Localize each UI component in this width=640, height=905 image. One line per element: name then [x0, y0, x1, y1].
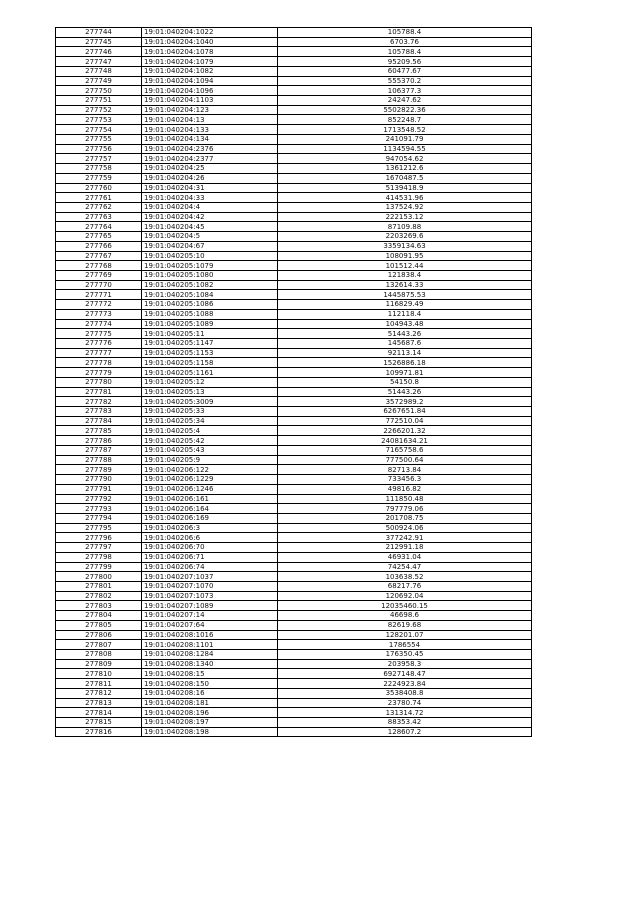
table-row: [56, 698, 532, 708]
value-cell: 555370.2: [278, 76, 532, 86]
cadastral-number-cell: 19:01:040205:1147: [142, 339, 278, 349]
value-cell: 145687.6: [278, 339, 532, 349]
cadastral-number-cell: 19:01:040204:1094: [142, 76, 278, 86]
cadastral-number-cell: 19:01:040206:169: [142, 513, 278, 523]
row-number-cell: 277780: [56, 377, 142, 387]
cadastral-number-cell: 19:01:040205:1161: [142, 368, 278, 378]
row-number-cell: 277781: [56, 387, 142, 397]
row-number-cell: 277783: [56, 407, 142, 417]
row-number-cell: 277758: [56, 164, 142, 174]
table-row: [56, 426, 532, 436]
value-cell: 6703.76: [278, 37, 532, 47]
cadastral-number-cell: 19:01:040205:11: [142, 329, 278, 339]
row-number-cell: 277775: [56, 329, 142, 339]
cadastral-number-cell: 19:01:040204:123: [142, 105, 278, 115]
table-row: [56, 581, 532, 591]
table-row: [56, 134, 532, 144]
row-number-cell: 277770: [56, 280, 142, 290]
value-cell: 377242.91: [278, 533, 532, 543]
cadastral-number-cell: 19:01:040204:2377: [142, 154, 278, 164]
value-cell: 46931.04: [278, 552, 532, 562]
row-number-cell: 277796: [56, 533, 142, 543]
table-row: [56, 115, 532, 125]
value-cell: 82619.68: [278, 620, 532, 630]
value-cell: 6267651.84: [278, 407, 532, 417]
value-cell: 137524.92: [278, 202, 532, 212]
value-cell: 51443.26: [278, 329, 532, 339]
table-row: [56, 708, 532, 718]
cadastral-number-cell: 19:01:040207:14: [142, 611, 278, 621]
table-row: [56, 504, 532, 514]
row-number-cell: 277806: [56, 630, 142, 640]
value-cell: 111850.48: [278, 494, 532, 504]
cadastral-number-cell: 19:01:040207:1070: [142, 581, 278, 591]
cadastral-number-cell: 19:01:040205:33: [142, 407, 278, 417]
value-cell: 1361212.6: [278, 164, 532, 174]
table-row: [56, 387, 532, 397]
value-cell: 128607.2: [278, 727, 532, 737]
table-row: [56, 494, 532, 504]
value-cell: 105788.4: [278, 47, 532, 57]
row-number-cell: 277800: [56, 572, 142, 582]
value-cell: 3359134.63: [278, 241, 532, 251]
value-cell: 103638.52: [278, 572, 532, 582]
row-number-cell: 277768: [56, 261, 142, 271]
row-number-cell: 277774: [56, 319, 142, 329]
value-cell: 2224923.84: [278, 679, 532, 689]
table-row: [56, 251, 532, 261]
cadastral-number-cell: 19:01:040205:1080: [142, 270, 278, 280]
row-number-cell: 277788: [56, 455, 142, 465]
row-number-cell: 277778: [56, 358, 142, 368]
cadastral-number-cell: 19:01:040204:1078: [142, 47, 278, 57]
cadastral-number-cell: 19:01:040205:12: [142, 377, 278, 387]
table-row: [56, 241, 532, 251]
cadastral-number-cell: 19:01:040208:181: [142, 698, 278, 708]
row-number-cell: 277750: [56, 86, 142, 96]
table-row: [56, 523, 532, 533]
cadastral-number-cell: 19:01:040205:1153: [142, 348, 278, 358]
row-number-cell: 277805: [56, 620, 142, 630]
table-row: [56, 270, 532, 280]
value-cell: 101512.44: [278, 261, 532, 271]
table-row: [56, 86, 532, 96]
row-number-cell: 277754: [56, 125, 142, 135]
value-cell: 772510.04: [278, 416, 532, 426]
row-number-cell: 277745: [56, 37, 142, 47]
value-cell: 222153.12: [278, 212, 532, 222]
table-row: [56, 212, 532, 222]
cadastral-number-cell: 19:01:040205:13: [142, 387, 278, 397]
row-number-cell: 277787: [56, 445, 142, 455]
value-cell: 5139418.9: [278, 183, 532, 193]
row-number-cell: 277748: [56, 66, 142, 76]
row-number-cell: 277786: [56, 436, 142, 446]
value-cell: 108091.95: [278, 251, 532, 261]
row-number-cell: 277808: [56, 650, 142, 660]
value-cell: 203958.3: [278, 659, 532, 669]
row-number-cell: 277771: [56, 290, 142, 300]
cadastral-number-cell: 19:01:040204:13: [142, 115, 278, 125]
value-cell: 74254.47: [278, 562, 532, 572]
table-row: [56, 319, 532, 329]
value-cell: 46698.6: [278, 611, 532, 621]
value-cell: 2203269.6: [278, 232, 532, 242]
value-cell: 24081634.21: [278, 436, 532, 446]
row-number-cell: 277802: [56, 591, 142, 601]
row-number-cell: 277756: [56, 144, 142, 154]
value-cell: 500924.06: [278, 523, 532, 533]
table-row: [56, 562, 532, 572]
cadastral-number-cell: 19:01:040204:1040: [142, 37, 278, 47]
value-cell: 68217.76: [278, 581, 532, 591]
value-cell: 1134594.55: [278, 144, 532, 154]
table-row: [56, 329, 532, 339]
row-number-cell: 277785: [56, 426, 142, 436]
cadastral-number-cell: 19:01:040206:1246: [142, 484, 278, 494]
table-row: [56, 105, 532, 115]
table-row: [56, 475, 532, 485]
value-cell: 116829.49: [278, 300, 532, 310]
value-cell: 88353.42: [278, 718, 532, 728]
cadastral-number-cell: 19:01:040208:150: [142, 679, 278, 689]
value-cell: 132614.33: [278, 280, 532, 290]
row-number-cell: 277803: [56, 601, 142, 611]
cadastral-number-cell: 19:01:040204:1079: [142, 57, 278, 67]
value-cell: 777500.64: [278, 455, 532, 465]
table-row: [56, 601, 532, 611]
value-cell: 106377.3: [278, 86, 532, 96]
row-number-cell: 277752: [56, 105, 142, 115]
table-row: [56, 718, 532, 728]
table-row: [56, 407, 532, 417]
cadastral-number-cell: 19:01:040207:1037: [142, 572, 278, 582]
cadastral-number-cell: 19:01:040205:42: [142, 436, 278, 446]
table-row: [56, 484, 532, 494]
cadastral-number-cell: 19:01:040204:2376: [142, 144, 278, 154]
table-row: [56, 640, 532, 650]
cadastral-number-cell: 19:01:040208:1101: [142, 640, 278, 650]
row-number-cell: 277812: [56, 688, 142, 698]
value-cell: 54150.8: [278, 377, 532, 387]
cadastral-number-cell: 19:01:040205:9: [142, 455, 278, 465]
table-row: [56, 436, 532, 446]
table-row: [56, 368, 532, 378]
row-number-cell: 277767: [56, 251, 142, 261]
value-cell: 60477.67: [278, 66, 532, 76]
table-row: [56, 679, 532, 689]
value-cell: 92113.14: [278, 348, 532, 358]
row-number-cell: 277773: [56, 309, 142, 319]
row-number-cell: 277772: [56, 300, 142, 310]
value-cell: 797779.06: [278, 504, 532, 514]
value-cell: 176350.45: [278, 650, 532, 660]
table-row: [56, 669, 532, 679]
value-cell: 3538408.8: [278, 688, 532, 698]
table-row: [56, 591, 532, 601]
value-cell: 87109.88: [278, 222, 532, 232]
row-number-cell: 277777: [56, 348, 142, 358]
table-row: [56, 96, 532, 106]
value-cell: 201708.75: [278, 513, 532, 523]
data-table: [55, 27, 532, 737]
table-row: [56, 164, 532, 174]
value-cell: 95209.56: [278, 57, 532, 67]
cadastral-number-cell: 19:01:040206:3: [142, 523, 278, 533]
cadastral-number-cell: 19:01:040205:4: [142, 426, 278, 436]
table-row: [56, 620, 532, 630]
cadastral-number-cell: 19:01:040205:1088: [142, 309, 278, 319]
cadastral-number-cell: 19:01:040206:71: [142, 552, 278, 562]
row-number-cell: 277816: [56, 727, 142, 737]
value-cell: 109971.81: [278, 368, 532, 378]
value-cell: 1445875.53: [278, 290, 532, 300]
table-row: [56, 377, 532, 387]
table-row: [56, 445, 532, 455]
cadastral-number-cell: 19:01:040204:25: [142, 164, 278, 174]
row-number-cell: 277797: [56, 543, 142, 553]
cadastral-number-cell: 19:01:040208:1284: [142, 650, 278, 660]
value-cell: 51443.26: [278, 387, 532, 397]
table-row: [56, 552, 532, 562]
value-cell: 23780.74: [278, 698, 532, 708]
row-number-cell: 277799: [56, 562, 142, 572]
cadastral-number-cell: 19:01:040208:197: [142, 718, 278, 728]
table-row: [56, 261, 532, 271]
value-cell: 131314.72: [278, 708, 532, 718]
table-row: [56, 688, 532, 698]
cadastral-number-cell: 19:01:040205:1079: [142, 261, 278, 271]
cadastral-number-cell: 19:01:040207:1089: [142, 601, 278, 611]
cadastral-number-cell: 19:01:040204:1082: [142, 66, 278, 76]
cadastral-number-cell: 19:01:040204:31: [142, 183, 278, 193]
value-cell: 128201.07: [278, 630, 532, 640]
row-number-cell: 277801: [56, 581, 142, 591]
cadastral-number-cell: 19:01:040208:1016: [142, 630, 278, 640]
row-number-cell: 277793: [56, 504, 142, 514]
value-cell: 1786554: [278, 640, 532, 650]
cadastral-number-cell: 19:01:040204:26: [142, 173, 278, 183]
row-number-cell: 277790: [56, 475, 142, 485]
row-number-cell: 277814: [56, 708, 142, 718]
table-row: [56, 183, 532, 193]
row-number-cell: 277759: [56, 173, 142, 183]
cadastral-number-cell: 19:01:040205:1084: [142, 290, 278, 300]
value-cell: 241091.79: [278, 134, 532, 144]
table-row: [56, 455, 532, 465]
cadastral-number-cell: 19:01:040204:42: [142, 212, 278, 222]
table-row: [56, 57, 532, 67]
table-row: [56, 309, 532, 319]
row-number-cell: 277782: [56, 397, 142, 407]
table-row: [56, 280, 532, 290]
table-row: [56, 650, 532, 660]
table-row: [56, 173, 532, 183]
cadastral-number-cell: 19:01:040204:1096: [142, 86, 278, 96]
value-cell: 2266201.32: [278, 426, 532, 436]
row-number-cell: 277761: [56, 193, 142, 203]
table-row: [56, 543, 532, 553]
row-number-cell: 277813: [56, 698, 142, 708]
cadastral-number-cell: 19:01:040204:133: [142, 125, 278, 135]
cadastral-number-cell: 19:01:040204:33: [142, 193, 278, 203]
cadastral-number-cell: 19:01:040204:67: [142, 241, 278, 251]
cadastral-number-cell: 19:01:040208:15: [142, 669, 278, 679]
cadastral-number-cell: 19:01:040204:1022: [142, 28, 278, 38]
value-cell: 105788.4: [278, 28, 532, 38]
table-row: [56, 222, 532, 232]
table-row: [56, 47, 532, 57]
table-row: [56, 300, 532, 310]
cadastral-number-cell: 19:01:040206:164: [142, 504, 278, 514]
value-cell: 852248.7: [278, 115, 532, 125]
cadastral-number-cell: 19:01:040205:1158: [142, 358, 278, 368]
row-number-cell: 277794: [56, 513, 142, 523]
cadastral-number-cell: 19:01:040208:198: [142, 727, 278, 737]
cadastral-number-cell: 19:01:040205:43: [142, 445, 278, 455]
table-row: [56, 397, 532, 407]
row-number-cell: 277753: [56, 115, 142, 125]
table-row: [56, 37, 532, 47]
table-row: [56, 416, 532, 426]
cadastral-number-cell: 19:01:040205:10: [142, 251, 278, 261]
row-number-cell: 277766: [56, 241, 142, 251]
table-row: [56, 358, 532, 368]
row-number-cell: 277815: [56, 718, 142, 728]
table-row: [56, 533, 532, 543]
value-cell: 12035460.15: [278, 601, 532, 611]
table-row: [56, 290, 532, 300]
row-number-cell: 277784: [56, 416, 142, 426]
table-body: [56, 28, 532, 737]
cadastral-number-cell: 19:01:040205:1089: [142, 319, 278, 329]
row-number-cell: 277765: [56, 232, 142, 242]
cadastral-number-cell: 19:01:040206:74: [142, 562, 278, 572]
value-cell: 6927148.47: [278, 669, 532, 679]
row-number-cell: 277744: [56, 28, 142, 38]
cadastral-number-cell: 19:01:040206:6: [142, 533, 278, 543]
row-number-cell: 277769: [56, 270, 142, 280]
cadastral-number-cell: 19:01:040206:1229: [142, 475, 278, 485]
value-cell: 120692.04: [278, 591, 532, 601]
row-number-cell: 277763: [56, 212, 142, 222]
table-row: [56, 659, 532, 669]
row-number-cell: 277776: [56, 339, 142, 349]
cadastral-number-cell: 19:01:040207:1073: [142, 591, 278, 601]
cadastral-number-cell: 19:01:040205:1082: [142, 280, 278, 290]
cadastral-number-cell: 19:01:040204:134: [142, 134, 278, 144]
cadastral-number-cell: 19:01:040205:34: [142, 416, 278, 426]
value-cell: 1526886.18: [278, 358, 532, 368]
cadastral-number-cell: 19:01:040208:1340: [142, 659, 278, 669]
value-cell: 7165758.6: [278, 445, 532, 455]
row-number-cell: 277760: [56, 183, 142, 193]
value-cell: 3572989.2: [278, 397, 532, 407]
row-number-cell: 277807: [56, 640, 142, 650]
value-cell: 1670487.5: [278, 173, 532, 183]
table-row: [56, 202, 532, 212]
value-cell: 733456.3: [278, 475, 532, 485]
row-number-cell: 277779: [56, 368, 142, 378]
value-cell: 212991.18: [278, 543, 532, 553]
table-row: [56, 339, 532, 349]
value-cell: 49816.82: [278, 484, 532, 494]
value-cell: 112118.4: [278, 309, 532, 319]
row-number-cell: 277791: [56, 484, 142, 494]
row-number-cell: 277749: [56, 76, 142, 86]
row-number-cell: 277762: [56, 202, 142, 212]
row-number-cell: 277792: [56, 494, 142, 504]
value-cell: 121838.4: [278, 270, 532, 280]
table-row: [56, 572, 532, 582]
row-number-cell: 277755: [56, 134, 142, 144]
table-row: [56, 144, 532, 154]
row-number-cell: 277789: [56, 465, 142, 475]
table-row: [56, 193, 532, 203]
cadastral-number-cell: 19:01:040204:5: [142, 232, 278, 242]
table-row: [56, 125, 532, 135]
cadastral-number-cell: 19:01:040205:3009: [142, 397, 278, 407]
row-number-cell: 277804: [56, 611, 142, 621]
cadastral-number-cell: 19:01:040206:122: [142, 465, 278, 475]
table-row: [56, 28, 532, 38]
row-number-cell: 277757: [56, 154, 142, 164]
table-row: [56, 348, 532, 358]
cadastral-number-cell: 19:01:040205:1086: [142, 300, 278, 310]
row-number-cell: 277747: [56, 57, 142, 67]
table-row: [56, 154, 532, 164]
cadastral-number-cell: 19:01:040204:4: [142, 202, 278, 212]
value-cell: 82713.84: [278, 465, 532, 475]
value-cell: 414531.96: [278, 193, 532, 203]
cadastral-number-cell: 19:01:040204:45: [142, 222, 278, 232]
row-number-cell: 277764: [56, 222, 142, 232]
value-cell: 24247.62: [278, 96, 532, 106]
cadastral-number-cell: 19:01:040206:70: [142, 543, 278, 553]
table-row: [56, 66, 532, 76]
cadastral-number-cell: 19:01:040208:16: [142, 688, 278, 698]
table-row: [56, 611, 532, 621]
cadastral-number-cell: 19:01:040206:161: [142, 494, 278, 504]
table-row: [56, 232, 532, 242]
row-number-cell: 277809: [56, 659, 142, 669]
cadastral-number-cell: 19:01:040204:1103: [142, 96, 278, 106]
table-row: [56, 465, 532, 475]
value-cell: 104943.48: [278, 319, 532, 329]
row-number-cell: 277810: [56, 669, 142, 679]
table-row: [56, 76, 532, 86]
value-cell: 5502822.36: [278, 105, 532, 115]
row-number-cell: 277798: [56, 552, 142, 562]
table-row: [56, 727, 532, 737]
table-row: [56, 630, 532, 640]
value-cell: 947054.62: [278, 154, 532, 164]
table-row: [56, 513, 532, 523]
value-cell: 1713548.52: [278, 125, 532, 135]
cadastral-number-cell: 19:01:040207:64: [142, 620, 278, 630]
cadastral-number-cell: 19:01:040208:196: [142, 708, 278, 718]
row-number-cell: 277811: [56, 679, 142, 689]
row-number-cell: 277746: [56, 47, 142, 57]
row-number-cell: 277795: [56, 523, 142, 533]
row-number-cell: 277751: [56, 96, 142, 106]
